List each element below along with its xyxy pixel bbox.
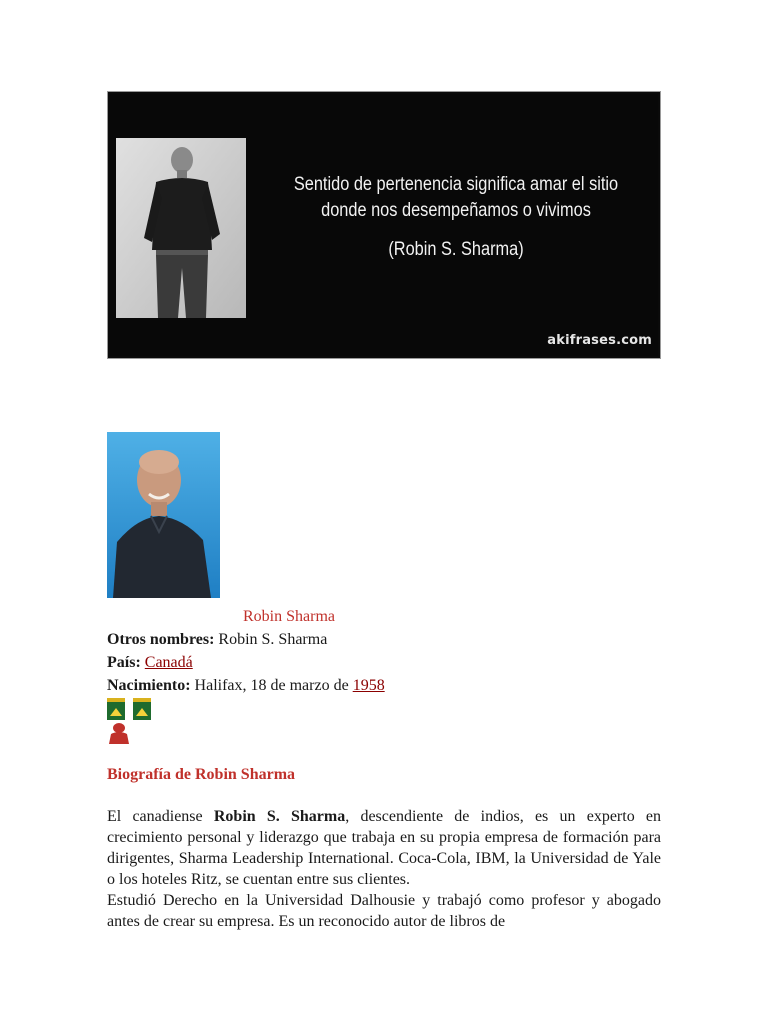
quote-banner [107,91,661,359]
quote-author: (Robin S. Sharma) [388,239,524,260]
site-watermark: akifrases.com [547,333,652,348]
bio-paragraph: Estudió Derecho en la Universidad Dalhousie y trabajó como profesor y abogado antes de crear su empresa. Es un reconocido autor de libros de [107,892,661,930]
bio-bold-name: Robin S. Sharma [213,808,346,825]
man-standing-photo [116,138,246,318]
bio-paragraph [107,806,661,890]
portrait-photo [107,432,220,598]
info-country [107,653,193,673]
info-label: País: [107,654,141,671]
bio-text-span: El canadiense [107,808,203,825]
info-value: Halifax, 18 de marzo de [194,677,349,694]
person-silhouette-icon [109,723,129,744]
bio-text-span: , descendiente de indios, es un experto en crecimiento personal y liderazgo que trabaja en su propia empresa de formación para dirigentes, Sharma Leadership International. Coca-Cola, IBM, la Universidad de Yale o los hoteles Ritz, se cuentan entre sus clientes. [107,808,662,888]
profile-name-caption: Robin Sharma [243,608,335,625]
info-label: Otros nombres: [107,631,215,648]
info-other-names [107,630,327,650]
quote-text: Sentido de pertenencia significa amar el sitio donde nos desempeñamos o vivimos [293,174,619,221]
flag-ribbon-icon [107,698,151,720]
quote-author-photo [116,138,246,318]
info-label: Nacimiento: [107,677,191,694]
info-value: Robin S. Sharma [218,631,328,648]
flag-icons [107,698,153,744]
country-link[interactable]: Canadá [144,654,193,671]
bio-text [107,806,661,932]
info-birth [107,676,385,696]
quote-banner-inner [110,94,658,356]
bio-heading: Biografía de Robin Sharma [107,766,296,783]
profile-photo [107,432,220,598]
birth-year-link[interactable]: 1958 [352,677,385,694]
